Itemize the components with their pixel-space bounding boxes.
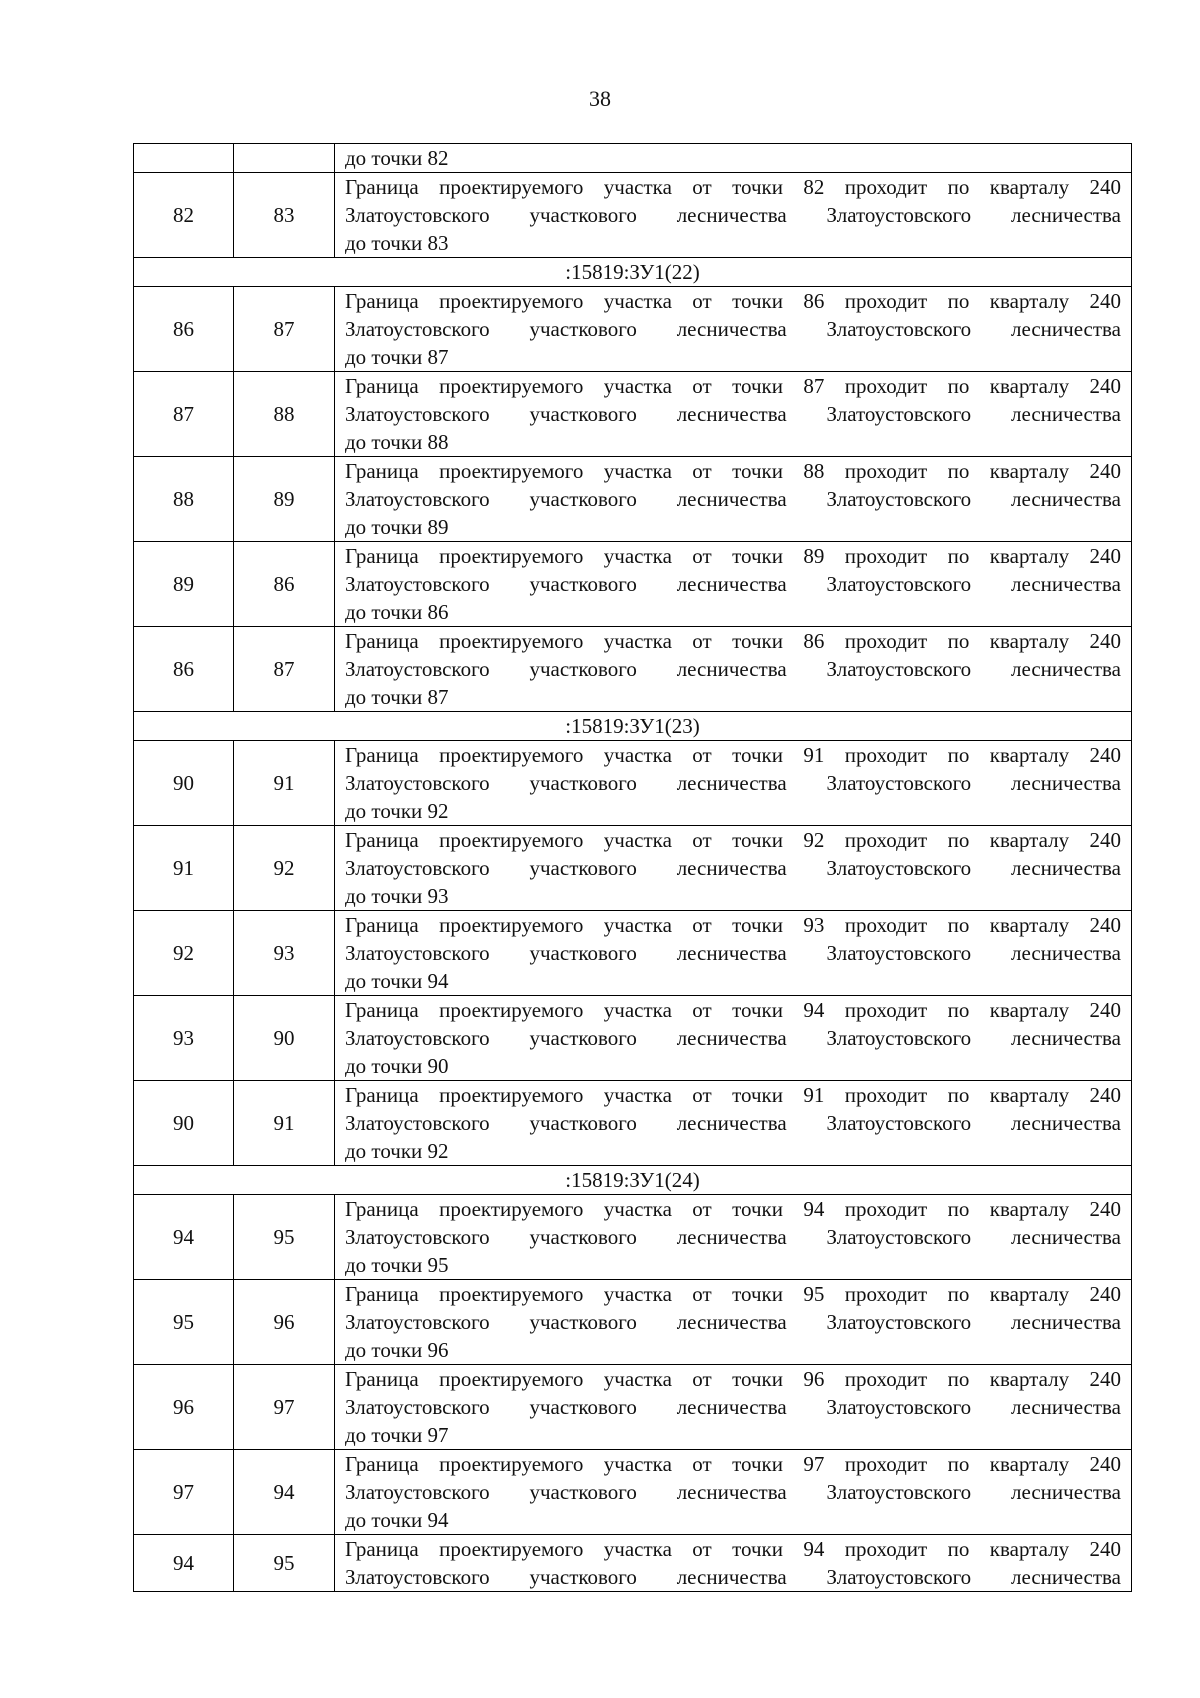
point-from-cell: 96	[134, 1365, 234, 1450]
description-line: Златоустовского участкового лесничества Златоустовского лесничества	[345, 487, 1121, 511]
point-to-cell: 95	[234, 1195, 335, 1280]
description-line: Граница проектируемого участка от точки 88 проходит по кварталу 240	[345, 459, 1121, 483]
point-to-cell: 87	[234, 287, 335, 372]
description-line: до точки 94	[345, 969, 449, 993]
boundary-description-cell	[335, 1280, 1132, 1365]
point-to-cell: 91	[234, 1081, 335, 1166]
table-row	[134, 826, 1132, 911]
boundary-description-cell	[335, 1535, 1132, 1592]
description-line: Златоустовского участкового лесничества Златоустовского лесничества	[345, 402, 1121, 426]
table-row	[134, 1195, 1132, 1280]
description-line: Златоустовского участкового лесничества Златоустовского лесничества	[345, 317, 1121, 341]
point-from-cell: 97	[134, 1450, 234, 1535]
description-line: до точки 95	[345, 1253, 449, 1277]
boundary-description-cell	[335, 542, 1132, 627]
table-row	[134, 996, 1132, 1081]
description-line: Златоустовского участкового лесничества Златоустовского лесничества	[345, 771, 1121, 795]
point-to-cell: 91	[234, 741, 335, 826]
table-row	[134, 542, 1132, 627]
description-line: Граница проектируемого участка от точки 86 проходит по кварталу 240	[345, 289, 1121, 313]
description-line: до точки 87	[345, 345, 449, 369]
description-line: Граница проектируемого участка от точки 97 проходит по кварталу 240	[345, 1452, 1121, 1476]
description-line: Златоустовского участкового лесничества Златоустовского лесничества	[345, 1395, 1121, 1419]
table-row	[134, 741, 1132, 826]
point-to-cell: 87	[234, 627, 335, 712]
boundary-description-cell	[335, 1081, 1132, 1166]
point-from-cell: 87	[134, 372, 234, 457]
description-line: Граница проектируемого участка от точки 87 проходит по кварталу 240	[345, 374, 1121, 398]
point-from-cell: 91	[134, 826, 234, 911]
point-to-cell: 92	[234, 826, 335, 911]
table-row	[134, 287, 1132, 372]
point-to-cell: 86	[234, 542, 335, 627]
boundary-description-cell	[335, 372, 1132, 457]
description-line: Златоустовского участкового лесничества Златоустовского лесничества	[345, 1565, 1121, 1589]
description-line: Златоустовского участкового лесничества Златоустовского лесничества	[345, 856, 1121, 880]
description-line: до точки 96	[345, 1338, 449, 1362]
description-line: Граница проектируемого участка от точки 95 проходит по кварталу 240	[345, 1282, 1121, 1306]
description-line: до точки 82	[345, 146, 449, 170]
description-line: Златоустовского участкового лесничества Златоустовского лесничества	[345, 203, 1121, 227]
description-line: Златоустовского участкового лесничества Златоустовского лесничества	[345, 1026, 1121, 1050]
description-line: до точки 90	[345, 1054, 449, 1078]
description-line: Граница проектируемого участка от точки 91 проходит по кварталу 240	[345, 743, 1121, 767]
section-title: :15819:ЗУ1(22)	[134, 258, 1132, 287]
point-from-cell: 90	[134, 1081, 234, 1166]
description-line: Златоустовского участкового лесничества Златоустовского лесничества	[345, 1480, 1121, 1504]
description-line: Граница проектируемого участка от точки 94 проходит по кварталу 240	[345, 1197, 1121, 1221]
description-line: Граница проектируемого участка от точки 82 проходит по кварталу 240	[345, 175, 1121, 199]
page-number: 38	[589, 86, 611, 111]
boundary-description-cell	[335, 144, 1132, 173]
boundary-description-cell	[335, 1365, 1132, 1450]
table-row	[134, 1365, 1132, 1450]
description-line: Граница проектируемого участка от точки 94 проходит по кварталу 240	[345, 998, 1121, 1022]
description-line: до точки 92	[345, 1139, 449, 1163]
point-from-cell	[134, 144, 234, 173]
point-from-cell: 86	[134, 627, 234, 712]
point-from-cell: 90	[134, 741, 234, 826]
description-line: до точки 94	[345, 1508, 449, 1532]
point-from-cell: 94	[134, 1195, 234, 1280]
description-line: до точки 97	[345, 1423, 449, 1447]
point-to-cell: 94	[234, 1450, 335, 1535]
point-to-cell: 89	[234, 457, 335, 542]
boundary-description-cell	[335, 627, 1132, 712]
boundary-description-cell	[335, 287, 1132, 372]
point-from-cell: 88	[134, 457, 234, 542]
table-row	[134, 911, 1132, 996]
boundary-description-cell	[335, 741, 1132, 826]
point-from-cell: 94	[134, 1535, 234, 1592]
boundary-description-cell	[335, 457, 1132, 542]
table-row	[134, 1535, 1132, 1592]
description-line: Златоустовского участкового лесничества Златоустовского лесничества	[345, 657, 1121, 681]
table-row	[134, 1450, 1132, 1535]
point-from-cell: 82	[134, 173, 234, 258]
point-to-cell: 96	[234, 1280, 335, 1365]
boundary-table-body	[134, 144, 1132, 1592]
section-header-row	[134, 712, 1132, 741]
description-line: до точки 83	[345, 231, 449, 255]
point-to-cell: 90	[234, 996, 335, 1081]
point-from-cell: 86	[134, 287, 234, 372]
point-to-cell: 95	[234, 1535, 335, 1592]
point-from-cell: 93	[134, 996, 234, 1081]
boundary-table	[133, 143, 1132, 1592]
description-line: Граница проектируемого участка от точки 91 проходит по кварталу 240	[345, 1083, 1121, 1107]
boundary-description-cell	[335, 911, 1132, 996]
point-from-cell: 89	[134, 542, 234, 627]
description-line: Златоустовского участкового лесничества Златоустовского лесничества	[345, 1310, 1121, 1334]
boundary-description-cell	[335, 1195, 1132, 1280]
point-to-cell: 93	[234, 911, 335, 996]
description-line: Граница проектируемого участка от точки 94 проходит по кварталу 240	[345, 1537, 1121, 1561]
point-to-cell: 83	[234, 173, 335, 258]
section-header-row	[134, 258, 1132, 287]
point-to-cell: 88	[234, 372, 335, 457]
description-line: Златоустовского участкового лесничества Златоустовского лесничества	[345, 941, 1121, 965]
point-to-cell: 97	[234, 1365, 335, 1450]
section-header-row	[134, 1166, 1132, 1195]
description-line: до точки 92	[345, 799, 449, 823]
description-line: Граница проектируемого участка от точки 96 проходит по кварталу 240	[345, 1367, 1121, 1391]
description-line: до точки 93	[345, 884, 449, 908]
description-line: до точки 89	[345, 515, 449, 539]
point-from-cell: 92	[134, 911, 234, 996]
table-row	[134, 372, 1132, 457]
table-row	[134, 144, 1132, 173]
section-title: :15819:ЗУ1(23)	[134, 712, 1132, 741]
description-line: до точки 87	[345, 685, 449, 709]
table-row	[134, 457, 1132, 542]
description-line: Златоустовского участкового лесничества Златоустовского лесничества	[345, 1225, 1121, 1249]
description-line: Граница проектируемого участка от точки 86 проходит по кварталу 240	[345, 629, 1121, 653]
boundary-description-cell	[335, 996, 1132, 1081]
table-row	[134, 627, 1132, 712]
boundary-description-cell	[335, 173, 1132, 258]
point-from-cell: 95	[134, 1280, 234, 1365]
table-row	[134, 1280, 1132, 1365]
description-line: Златоустовского участкового лесничества Златоустовского лесничества	[345, 572, 1121, 596]
description-line: Златоустовского участкового лесничества Златоустовского лесничества	[345, 1111, 1121, 1135]
section-title: :15819:ЗУ1(24)	[134, 1166, 1132, 1195]
table-row	[134, 1081, 1132, 1166]
point-to-cell	[234, 144, 335, 173]
description-line: до точки 86	[345, 600, 449, 624]
description-line: Граница проектируемого участка от точки 89 проходит по кварталу 240	[345, 544, 1121, 568]
description-line: Граница проектируемого участка от точки 93 проходит по кварталу 240	[345, 913, 1121, 937]
description-line: Граница проектируемого участка от точки 92 проходит по кварталу 240	[345, 828, 1121, 852]
description-line: до точки 88	[345, 430, 449, 454]
boundary-description-cell	[335, 1450, 1132, 1535]
boundary-description-cell	[335, 826, 1132, 911]
table-row	[134, 173, 1132, 258]
